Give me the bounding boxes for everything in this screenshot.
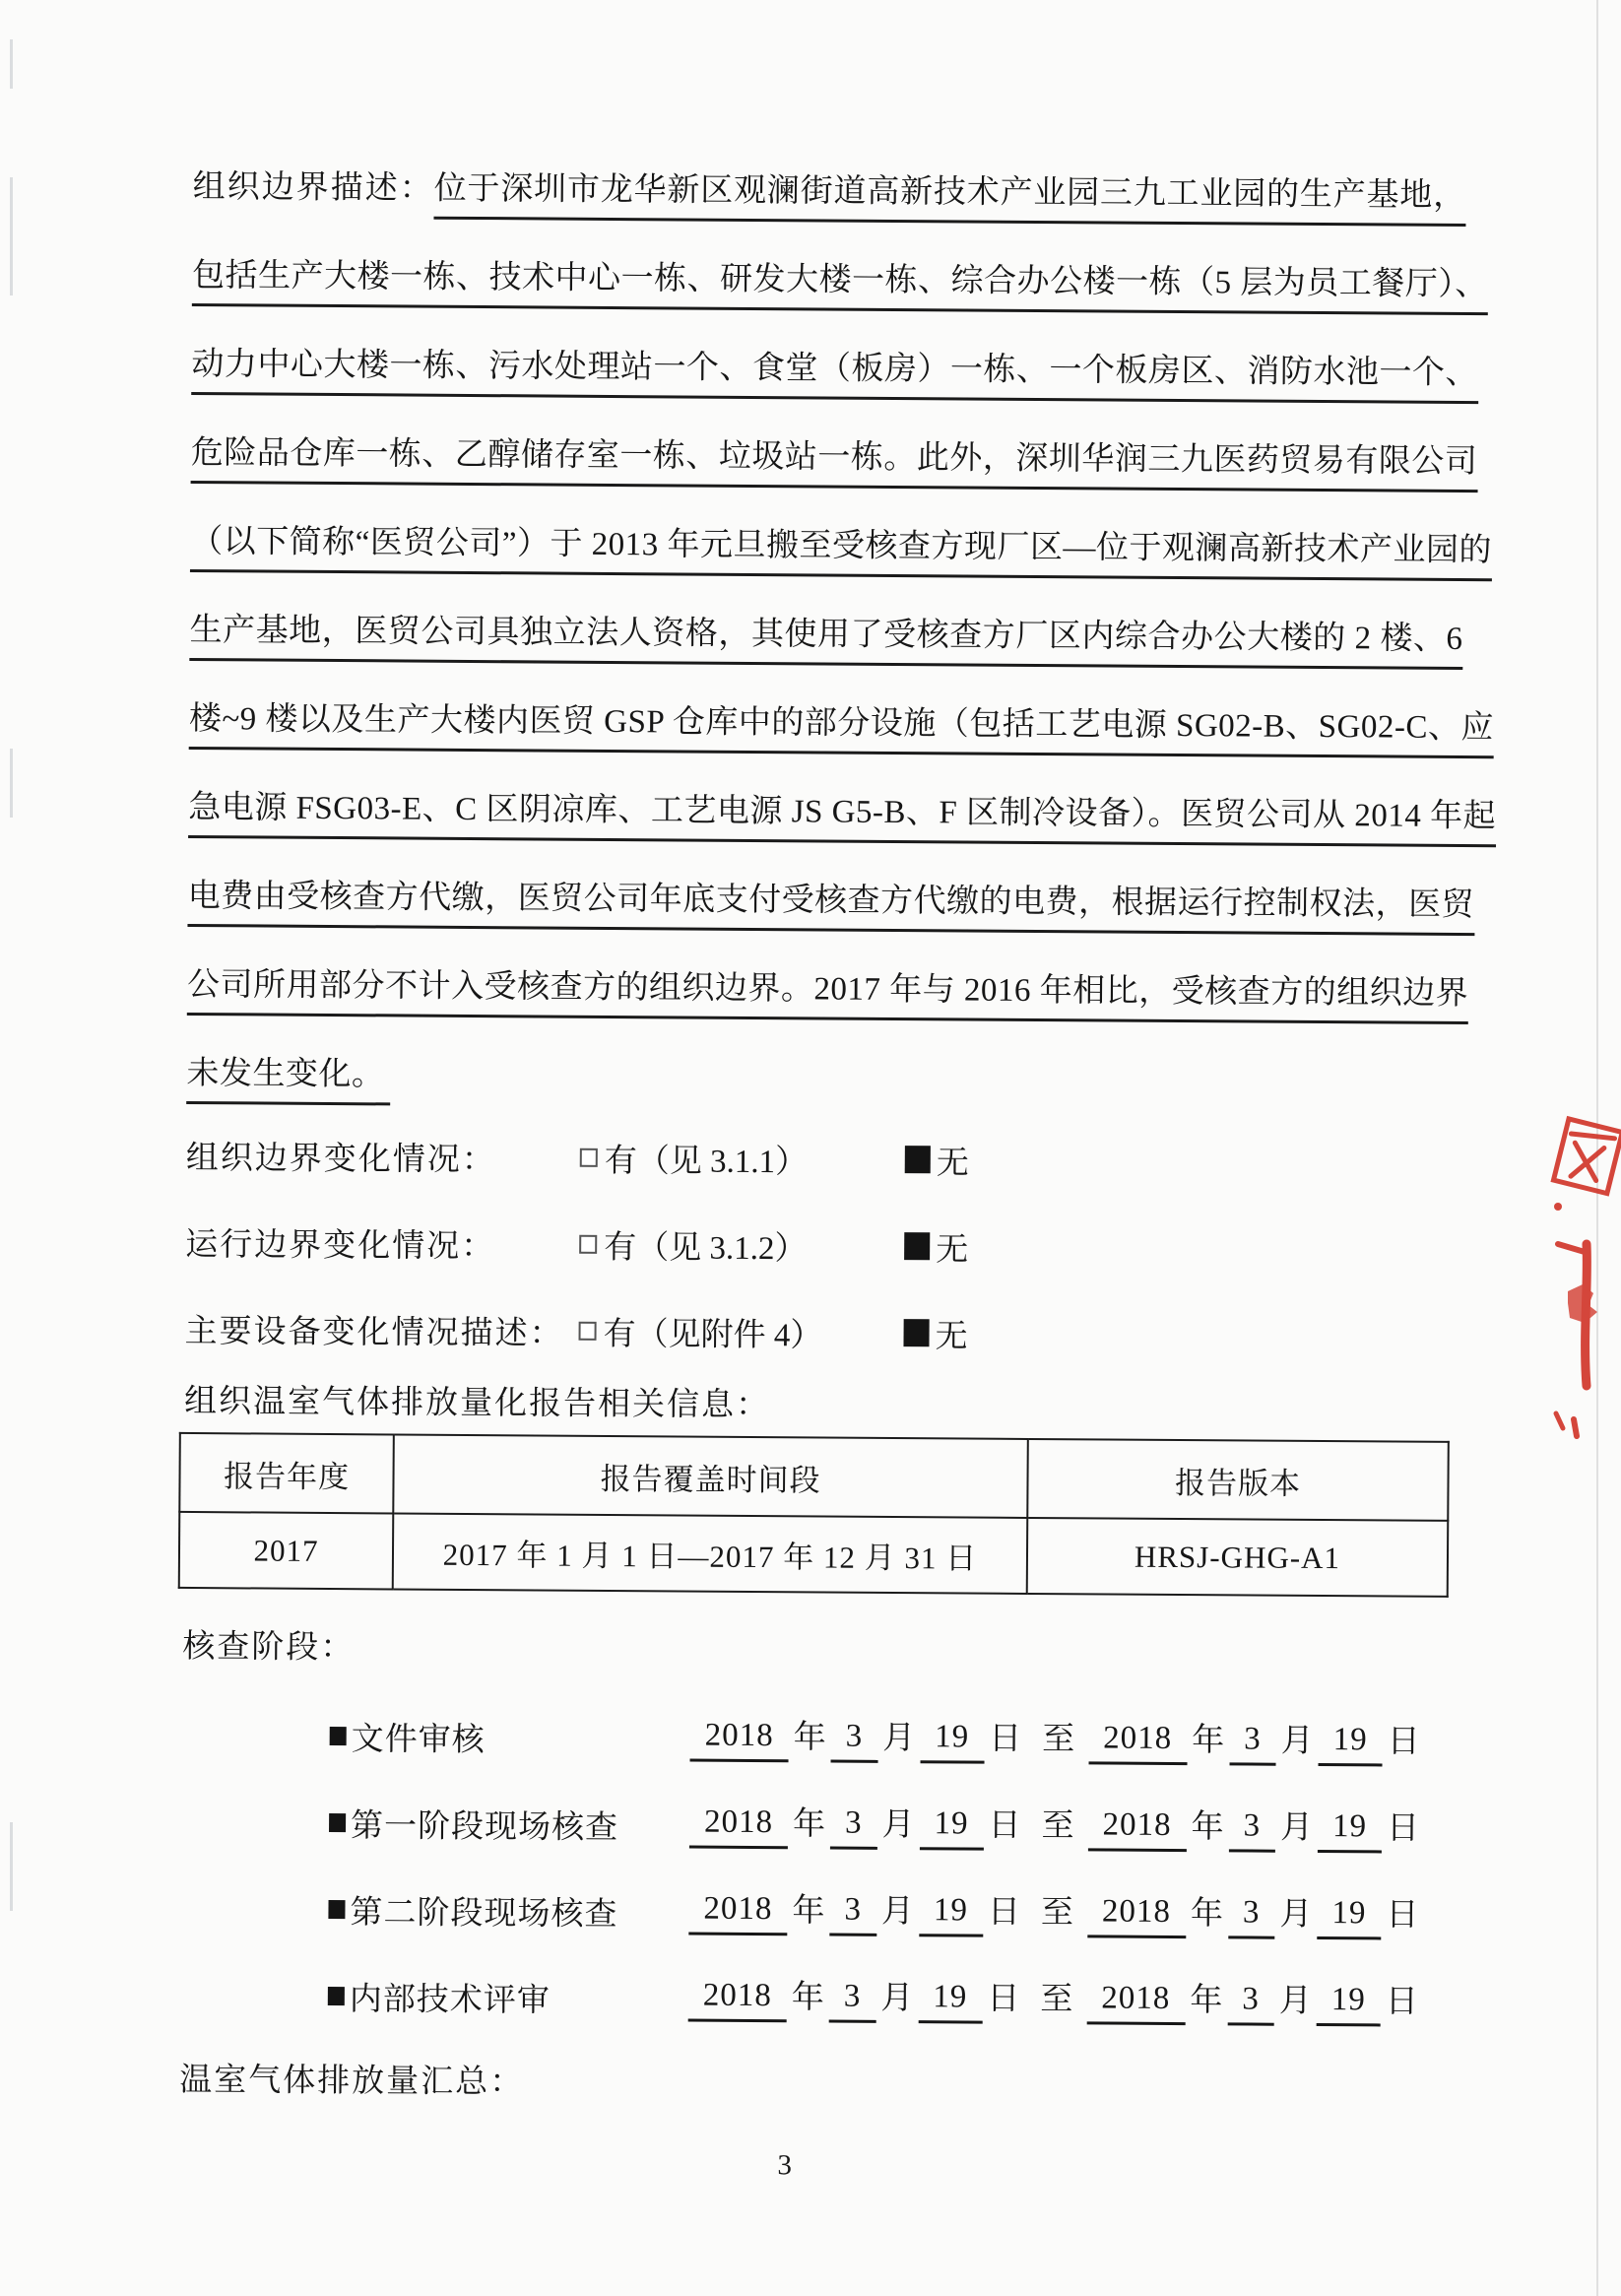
boundary-line-text: 包括生产大楼一栋、技术中心一栋、研发大楼一栋、综合办公楼一栋（5 层为员工餐厅）、 [192,260,1488,315]
phase-row [181,1766,1456,1862]
boundary-line-text: 急电源 FSG03-E、C 区阴凉库、工艺电源 JS G5-B、F 区制冷设备）。医贸公司从 2014 年起 [188,792,1496,847]
change-status-label: 组织边界变化情况： [185,1140,496,1178]
checkbox-unchecked-icon [580,1148,598,1166]
change-status-label: 运行边界变化情况： [185,1226,496,1265]
table-cell-report-version: HRSJ-GHG-A1 [1027,1518,1449,1597]
date-day-value: 19 [1317,1895,1381,1939]
date-to-label: 至 [1042,1722,1075,1758]
date-unit: 月 [880,1893,915,1931]
boundary-line-text: 动力中心大楼一栋、污水处理站一个、食堂（板房）一栋、一个板房区、消防水池一个、 [191,349,1478,404]
date-month-value: 3 [1228,1807,1275,1852]
table-header-cell: 报告版本 [1027,1439,1449,1521]
date-month-value: 3 [1229,1721,1276,1765]
boundary-line-text: 楼~9 楼以及生产大楼内医贸 GSP 仓库中的部分设施（包括工艺电源 SG02-B、SG02-C、应 [189,703,1494,758]
date-unit: 月 [880,1980,914,2017]
option-no-label: 无 [936,1145,969,1182]
paragraph-line [189,572,1463,670]
date-unit: 日 [988,1807,1021,1844]
date-unit: 年 [791,1980,824,2016]
change-status-section [184,1111,1459,1380]
change-status-row [184,1284,1459,1380]
paragraph-line [187,838,1475,936]
table-row [179,1512,1449,1597]
date-month-value: 3 [831,1719,878,1763]
date-unit: 月 [1279,1809,1314,1846]
document-content [178,0,1497,2296]
date-day-value: 19 [919,1805,983,1850]
date-year-value: 2018 [689,1804,788,1850]
boundary-line-text: （以下简称“医贸公司”）于 2013 年元旦搬至受核查方现厂区—位于观澜高新技术产业园的 [190,526,1492,581]
paragraph-line [191,218,1488,315]
phase-label [328,1973,688,2030]
option-no [904,1223,968,1270]
table-header-row [179,1433,1449,1521]
option-yes-label: 有（见附件 4） [603,1316,823,1353]
square-bullet-icon [329,1813,346,1832]
date-unit: 年 [1192,1723,1225,1759]
indent-spacer [180,2026,328,2027]
paragraph-line [190,484,1493,581]
change-status-row [186,1111,1460,1207]
date-unit: 年 [1190,1896,1224,1933]
square-bullet-icon [330,1727,347,1745]
phase-label [328,1886,688,1943]
checkbox-unchecked-icon [579,1234,597,1253]
date-unit: 年 [792,1806,826,1843]
date-unit: 日 [989,1721,1022,1757]
phase-dates [689,1711,1424,1775]
boundary-line-text: 生产基地，医贸公司具独立法人资格，其使用了受核查方厂区内综合办公大楼的 2 楼、6 [189,615,1462,670]
paragraph-line [190,395,1478,492]
date-unit: 日 [1385,1984,1418,2020]
phases-heading: 核查阶段： [182,1628,356,1667]
date-month-value: 3 [829,1892,876,1936]
report-info-heading: 组织温室气体排放量化报告相关信息： [183,1383,771,1424]
phase-label-text: 文件审核 [351,1722,486,1759]
date-day-value: 19 [1318,1808,1382,1853]
date-day-value: 19 [1317,1982,1381,2026]
phase-row [180,1939,1455,2035]
boundary-line-text: 公司所用部分不计入受核查方的组织边界。2017 年与 2016 年相比，受核查方的组织边界 [187,969,1469,1024]
date-year-value: 2018 [1087,1806,1186,1852]
scan-artifact [10,749,13,818]
date-unit: 日 [1386,1897,1419,1934]
date-unit: 月 [881,1806,915,1844]
date-year-value: 2018 [690,1718,789,1763]
square-bullet-icon [328,1900,345,1919]
date-unit: 日 [987,1894,1021,1931]
date-unit: 年 [1191,1809,1224,1846]
date-day-value: 19 [920,1719,984,1763]
option-yes [580,1134,905,1182]
date-year-value: 2018 [1088,1720,1187,1765]
phases-section [180,1679,1456,2035]
phase-label [329,1800,689,1857]
date-unit: 年 [792,1893,825,1930]
summary-heading: 温室气体排放量汇总： [179,2062,525,2101]
date-unit: 日 [987,1981,1020,2017]
option-no [905,1137,969,1183]
date-day-value: 19 [1319,1722,1383,1766]
date-year-value: 2018 [1087,1893,1186,1938]
paragraph-line [186,927,1469,1024]
square-bullet-icon [328,1987,345,2005]
report-info-table [178,1432,1450,1598]
date-unit: 年 [1190,1983,1223,2019]
date-month-value: 3 [1228,1894,1275,1938]
table-cell-report-year: 2017 [179,1512,394,1590]
phase-row [181,1679,1456,1775]
date-to-label: 至 [1041,1808,1074,1845]
option-yes-label: 有（见 3.1.1） [604,1143,809,1180]
phase-label-text: 第二阶段现场核查 [350,1895,618,1934]
date-unit: 月 [1279,1896,1313,1933]
date-month-value: 3 [830,1805,877,1850]
date-unit: 月 [1280,1723,1314,1759]
change-status-label: 主要设备变化情况描述： [184,1313,564,1352]
boundary-line-text: 未发生变化。 [186,1058,390,1105]
paragraph-line [188,750,1497,847]
paragraph-line [191,306,1479,404]
date-to-label: 至 [1040,1982,1073,2018]
phase-label [329,1713,689,1770]
boundary-line-text: 电费由受核查方代缴，医贸公司年底支付受核查方代缴的电费，根据运行控制权法，医贸 [187,881,1474,936]
option-yes [579,1220,904,1269]
paragraph-line [188,661,1495,758]
date-unit: 日 [1386,1810,1420,1847]
change-status-row [185,1198,1459,1293]
page-number: 3 [777,2149,793,2182]
checkbox-unchecked-icon [579,1321,597,1340]
option-no-label: 无 [936,1231,969,1269]
paragraph-line [186,1016,1460,1113]
date-unit: 年 [793,1720,826,1756]
table-header-cell: 报告覆盖时间段 [393,1434,1028,1517]
date-day-value: 19 [919,1892,983,1936]
option-no [903,1310,967,1356]
date-month-value: 3 [829,1979,876,2023]
phase-row [180,1853,1455,1948]
option-yes [578,1307,903,1355]
date-to-label: 至 [1040,1895,1074,1932]
boundary-description-label: 组织边界描述： [192,168,434,207]
date-day-value: 19 [918,1979,982,2023]
boundary-description-paragraph [186,129,1497,1113]
table-cell-report-period: 2017 年 1 月 1 日—2017 年 12 月 31 日 [393,1513,1028,1593]
scan-artifact [10,177,13,295]
boundary-line-text: 危险品仓库一栋、乙醇储存室一栋、垃圾站一栋。此外，深圳华润三九医药贸易有限公司 [191,437,1478,492]
date-month-value: 3 [1227,1981,1274,2025]
option-no-label: 无 [935,1318,968,1355]
paragraph-line [192,129,1466,227]
phase-label-text: 第一阶段现场核查 [350,1808,619,1847]
table-header-cell: 报告年度 [179,1433,394,1514]
date-year-value: 2018 [688,1891,787,1936]
checkbox-checked-icon [904,1232,930,1260]
date-year-value: 2018 [688,1978,787,2023]
phase-label-text: 内部技术评审 [349,1982,551,2019]
option-yes-label: 有（见 3.1.2） [604,1229,808,1267]
phase-dates [689,1798,1424,1862]
phase-dates [688,1971,1423,2035]
checkbox-checked-icon [903,1319,929,1346]
phase-dates [688,1884,1423,1948]
date-year-value: 2018 [1086,1980,1185,2025]
date-unit: 日 [1387,1724,1420,1760]
date-unit: 月 [1278,1983,1312,2019]
red-stamp-artifact [1530,1088,1621,1443]
boundary-line-text: 位于深圳市龙华新区观澜街道高新技术产业园三九工业园的生产基地， [433,173,1465,227]
checkbox-checked-icon [905,1146,931,1173]
scan-artifact [10,39,13,89]
scan-artifact [10,1822,13,1911]
date-unit: 月 [882,1720,916,1757]
